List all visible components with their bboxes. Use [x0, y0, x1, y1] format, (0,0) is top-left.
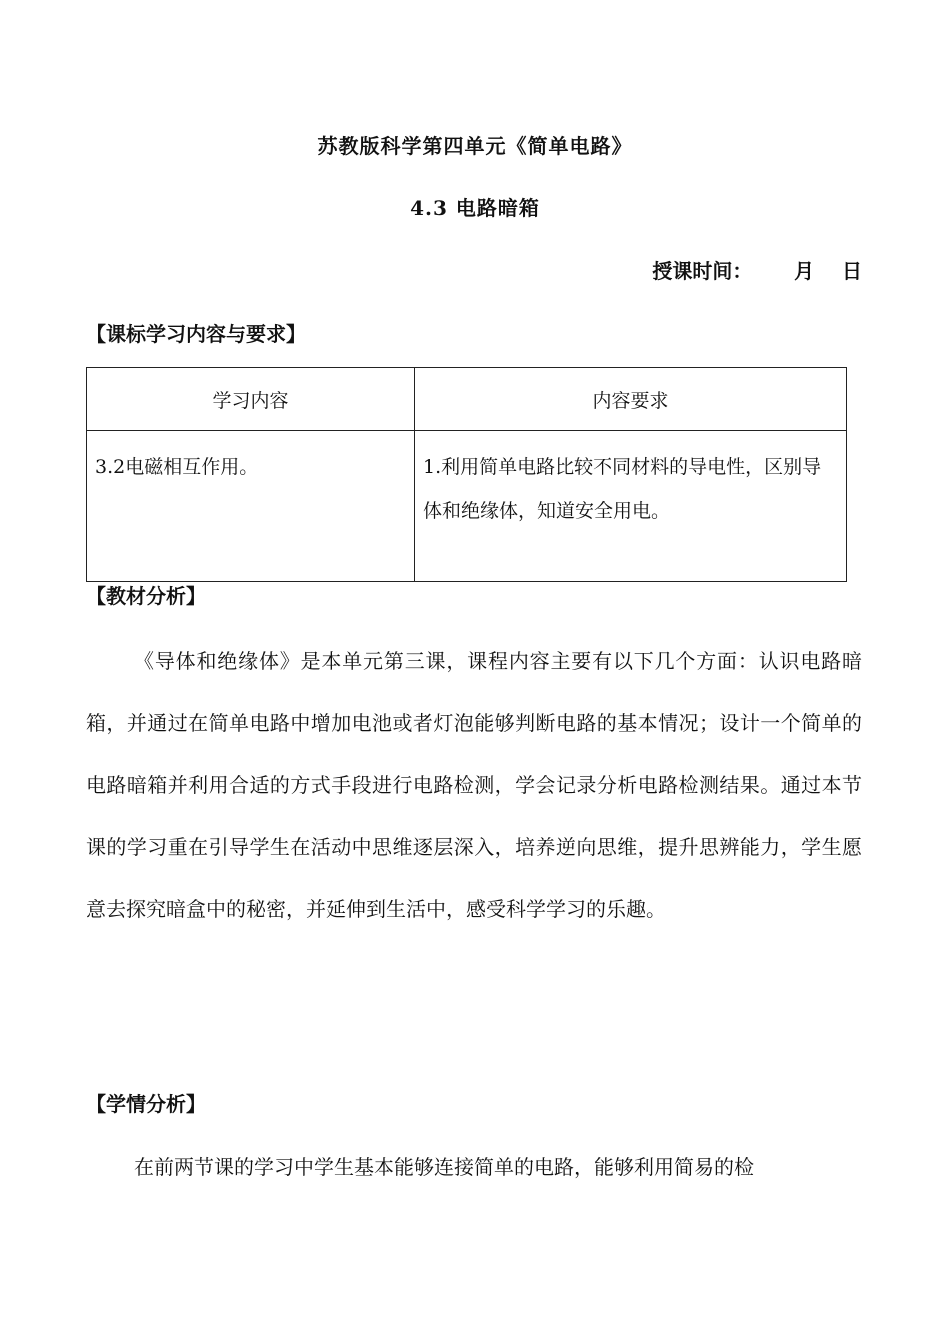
- table-cell: 3.2电磁相互作用。: [87, 431, 415, 582]
- paragraph: 在前两节课的学习中学生基本能够连接简单的电路，能够利用简易的检: [134, 1155, 754, 1179]
- curriculum-heading: 【课标学习内容与要求】: [86, 322, 306, 346]
- table-row: [87, 431, 847, 582]
- curriculum-table: [86, 367, 847, 582]
- student-analysis-heading: 【学情分析】: [86, 1092, 206, 1116]
- document-title: 苏教版科学第四单元《简单电路》: [317, 134, 633, 158]
- table-cell: 1.利用简单电路比较不同材料的导电性，区别导体和绝缘体，知道安全用电。: [415, 431, 847, 582]
- table-header-row: [87, 368, 847, 431]
- table-header-cell: 学习内容: [87, 368, 415, 431]
- textbook-analysis-body: [86, 630, 862, 940]
- textbook-analysis-heading: 【教材分析】: [86, 584, 206, 608]
- lesson-time: 授课时间： 月 日: [652, 259, 862, 283]
- lesson-title: 4.3 电路暗箱: [410, 196, 540, 220]
- table-header-cell: 内容要求: [415, 368, 847, 431]
- student-analysis-body: [86, 1136, 862, 1198]
- paragraph: 《导体和绝缘体》是本单元第三课，课程内容主要有以下几个方面：认识电路暗箱，并通过在简单电路中增加电池或者灯泡能够判断电路的基本情况；设计一个简单的电路暗箱并利用合适的方式手段进行电路检测，学会记录分析电路检测结果。通过本节课的学习重在引导学生在活动中思维逐层深入，培养逆向思维，提升思辨能力，学生愿意去探究暗盒中的秘密，并延伸到生活中，感受科学学习的乐趣。: [86, 649, 862, 921]
